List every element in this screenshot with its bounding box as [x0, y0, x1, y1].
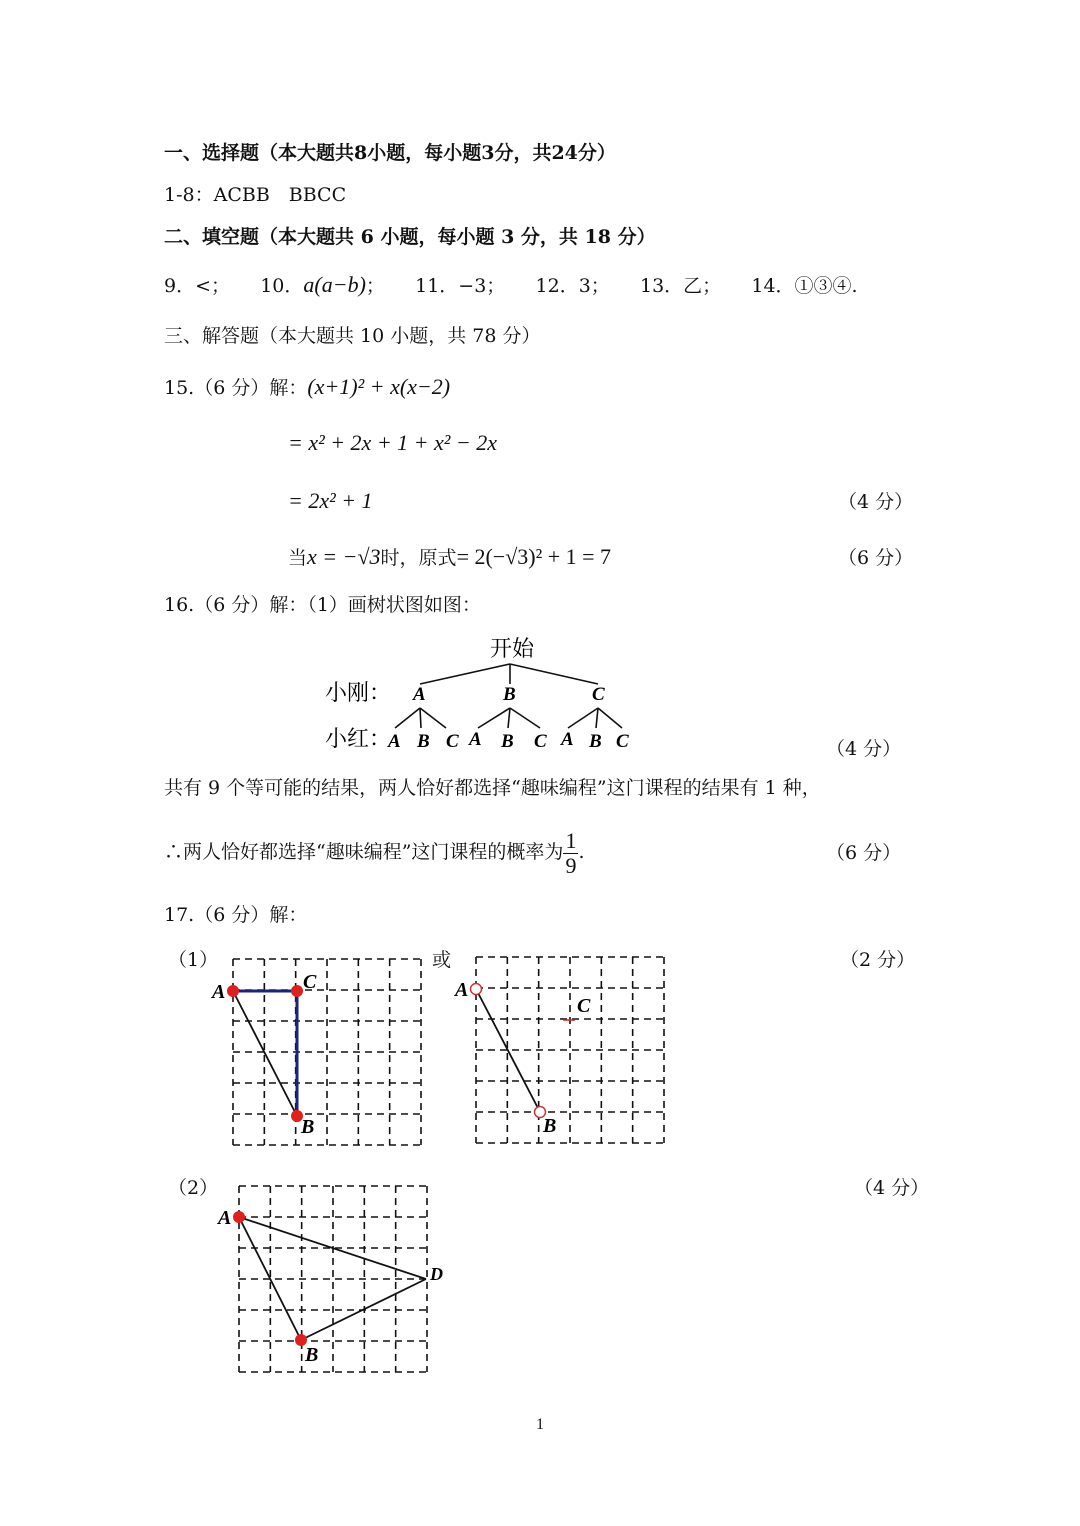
q15-step3-score: （6 分）: [838, 547, 914, 569]
tree-l2-3: C: [446, 731, 459, 752]
tree-l2-5: B: [501, 731, 514, 752]
tree-row1-label: 小刚：: [325, 680, 392, 705]
q15-step1: = x² + 2x + 1 + x² − 2x: [288, 430, 497, 455]
tree-root: 开始: [490, 636, 535, 661]
tree-row2-label: 小红：: [325, 726, 392, 751]
tree-l1-b: B: [503, 684, 516, 705]
answer-q9: 9．<；: [164, 275, 231, 297]
fig1-label-a: A: [212, 981, 226, 1003]
tree-l1-c: C: [592, 684, 605, 705]
fig2-label-b: B: [543, 1115, 557, 1137]
fraction-denominator: 9: [565, 852, 577, 878]
q17-part2-label: （2）: [168, 1177, 219, 1199]
grid-figure-3: [239, 1186, 427, 1372]
q16-text2-end: .: [578, 841, 585, 863]
answer-q10-expr: a(a−b): [303, 272, 366, 297]
section-multiple-choice-title: 一、选择题（本大题共8小题，每小题3分，共24分）: [164, 142, 616, 164]
q15-step2-score: （4 分）: [838, 491, 914, 513]
q17-part1-score: （2 分）: [840, 949, 916, 971]
tree-l2-6: C: [534, 731, 547, 752]
section-fill-blank-title: 二、填空题（本大题共 6 小题，每小题 3 分，共 18 分）: [164, 226, 656, 248]
q15-step3-when: 当: [288, 547, 308, 569]
fraction-numerator: 1: [565, 827, 577, 853]
answer-q11: 11．−3；: [415, 275, 506, 297]
fig3-point-a: [233, 1211, 245, 1223]
fig1-point-a: [227, 985, 239, 997]
q17-or-text: 或: [432, 949, 452, 971]
multiple-choice-answers: 1-8：ACBB BBCC: [164, 184, 347, 206]
q17-part1-label: （1）: [168, 949, 219, 971]
fig1-point-c: [291, 985, 303, 997]
section-solutions-title: 三、解答题（本大题共 10 小题，共 78 分）: [164, 325, 541, 347]
fig1-label-c: C: [303, 971, 317, 993]
tree-l2-7: A: [561, 729, 574, 750]
q17-label: 17.（6 分）解：: [164, 904, 308, 926]
figure3-shapes: [216, 1207, 443, 1366]
q15-step3-result: = 2(−√3)² + 1 = 7: [456, 544, 612, 569]
fig2-label-a: A: [455, 979, 469, 1001]
q15-step2: = 2x² + 1: [288, 488, 373, 513]
page-number: 1: [536, 1416, 544, 1433]
q15-step3-original: 时，原式: [380, 547, 457, 569]
answer-q13: 13．乙；: [639, 275, 722, 297]
fig3-label-d: D: [430, 1264, 443, 1284]
tree-l2-9: C: [616, 731, 629, 752]
fig2-point-a: [471, 984, 482, 995]
q16-text1: 共有 9 个等可能的结果，两人恰好都选择“趣味编程”这门课程的结果有 1 种，: [164, 777, 821, 799]
q16-score: （6 分）: [826, 842, 902, 864]
q16-text2: ∴两人恰好都选择“趣味编程”这门课程的概率为: [164, 841, 564, 863]
grid-figure-2: [476, 957, 664, 1143]
grid-figure-1: [233, 959, 421, 1145]
tree-l2-2: B: [417, 731, 430, 752]
fig2-label-c: C: [577, 995, 591, 1017]
q16-tree-score: （4 分）: [826, 738, 902, 760]
tree-l2-4: A: [469, 729, 482, 750]
q17-part2-score: （4 分）: [854, 1177, 930, 1199]
q16-label: 16.（6 分）解：（1）画树状图如图：: [164, 594, 481, 616]
fig3-label-b: B: [305, 1344, 319, 1366]
q15-step3-x-value: x = −√3: [307, 544, 381, 569]
figure1-shapes: [210, 971, 317, 1138]
answer-q14: 14．①③④.: [751, 275, 858, 297]
q15-label: 15.（6 分）解：: [164, 377, 308, 399]
answer-q10-label: 10．: [260, 275, 304, 297]
tree-l1-a: A: [413, 684, 426, 705]
answer-q12: 12．3；: [535, 275, 610, 297]
fig1-label-b: B: [301, 1116, 315, 1138]
q15-expression: (x+1)² + x(x−2): [307, 374, 451, 399]
tree-l2-8: B: [589, 731, 602, 752]
fig3-label-a: A: [218, 1207, 232, 1229]
tree-l2-1: A: [388, 731, 401, 752]
answer-q10-sep: ；: [365, 275, 385, 297]
